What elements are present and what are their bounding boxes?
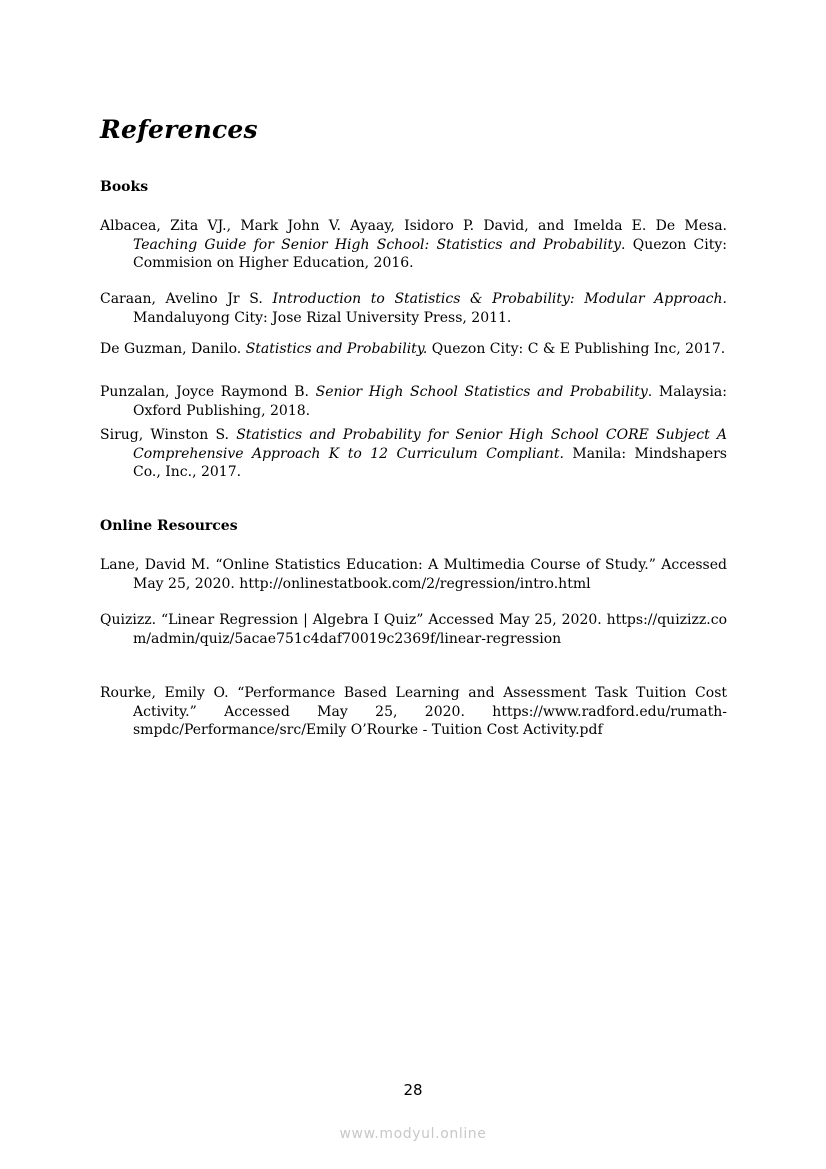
reference-title: Teaching Guide for Senior High School: Statistics and Probability (133, 236, 622, 253)
reference-entry-sirug (100, 426, 727, 482)
reference-author: Caraan, Avelino Jr S. (100, 291, 263, 307)
reference-author: De Guzman, Danilo. (100, 341, 242, 357)
reference-publication: Manila: Mindshapers Co., Inc., 2017. (133, 445, 727, 480)
reference-publication: Quezon City: C & E Publishing Inc, 2017. (427, 341, 726, 357)
reference-title: Senior High School Statistics and Probability (315, 384, 648, 400)
reference-publication: . Malaysia: Oxford Publishing, 2018. (133, 384, 728, 419)
reference-text: Lane, David M. “Online Statistics Education: A Multimedia Course of Study.” Accessed May 25, 2020. (100, 557, 727, 592)
reference-entry-albacea (100, 217, 727, 273)
watermark-text: www.modyul.online (339, 1126, 487, 1142)
reference-author: Albacea, Zita VJ., Mark John V. Ayaay, Isidoro P. David, and Imelda E. De Mesa. (100, 218, 727, 234)
reference-entry-caraan (100, 290, 727, 327)
reference-entry-de-guzman (100, 340, 727, 359)
reference-publication: Mandaluyong City: Jose Rizal University Press, 2011. (133, 309, 512, 326)
page-number: 28 (403, 1081, 423, 1099)
books-heading: Books (100, 179, 149, 195)
reference-author: Punzalan, Joyce Raymond B. (100, 384, 309, 400)
reference-url[interactable]: http://onlinestatbook.com/2/regression/intro.html (239, 575, 591, 592)
reference-text: Quizizz. “Linear Regression | Algebra I Quiz” Accessed May 25, 2020. (100, 612, 602, 628)
page-title: References (100, 115, 258, 144)
reference-title: Statistics and Probability for Senior High School CORE Subject A Comprehensive Approach K to 12 Curriculum Compliant. (133, 427, 727, 462)
online-resources-heading: Online Resources (100, 518, 238, 534)
reference-title: Introduction to Statistics & Probability: Modular Approach. (272, 291, 727, 307)
reference-url[interactable]: https://www.radford.edu/rumath-smpdc/Performance/src/Emily O’Rourke - Tuition Cost Activity.pdf (133, 703, 728, 738)
reference-entry-quizizz (100, 611, 727, 648)
reference-text: Rourke, Emily O. “Performance Based Learning and Assessment Task Tuition Cost Activity.” Accessed May 25, 2020. (100, 685, 727, 720)
reference-author: Sirug, Winston S. (100, 427, 230, 443)
reference-entry-rourke (100, 684, 727, 740)
reference-entry-lane (100, 556, 727, 593)
reference-title: Statistics and Probability. (245, 341, 428, 357)
reference-entry-punzalan (100, 383, 727, 420)
reference-url[interactable]: https://quizizz.com/admin/quiz/5acae751c4daf70019c2369f/linear-regression (133, 612, 728, 647)
reference-publication: . Quezon City: Commision on Higher Education, 2016. (133, 236, 727, 271)
